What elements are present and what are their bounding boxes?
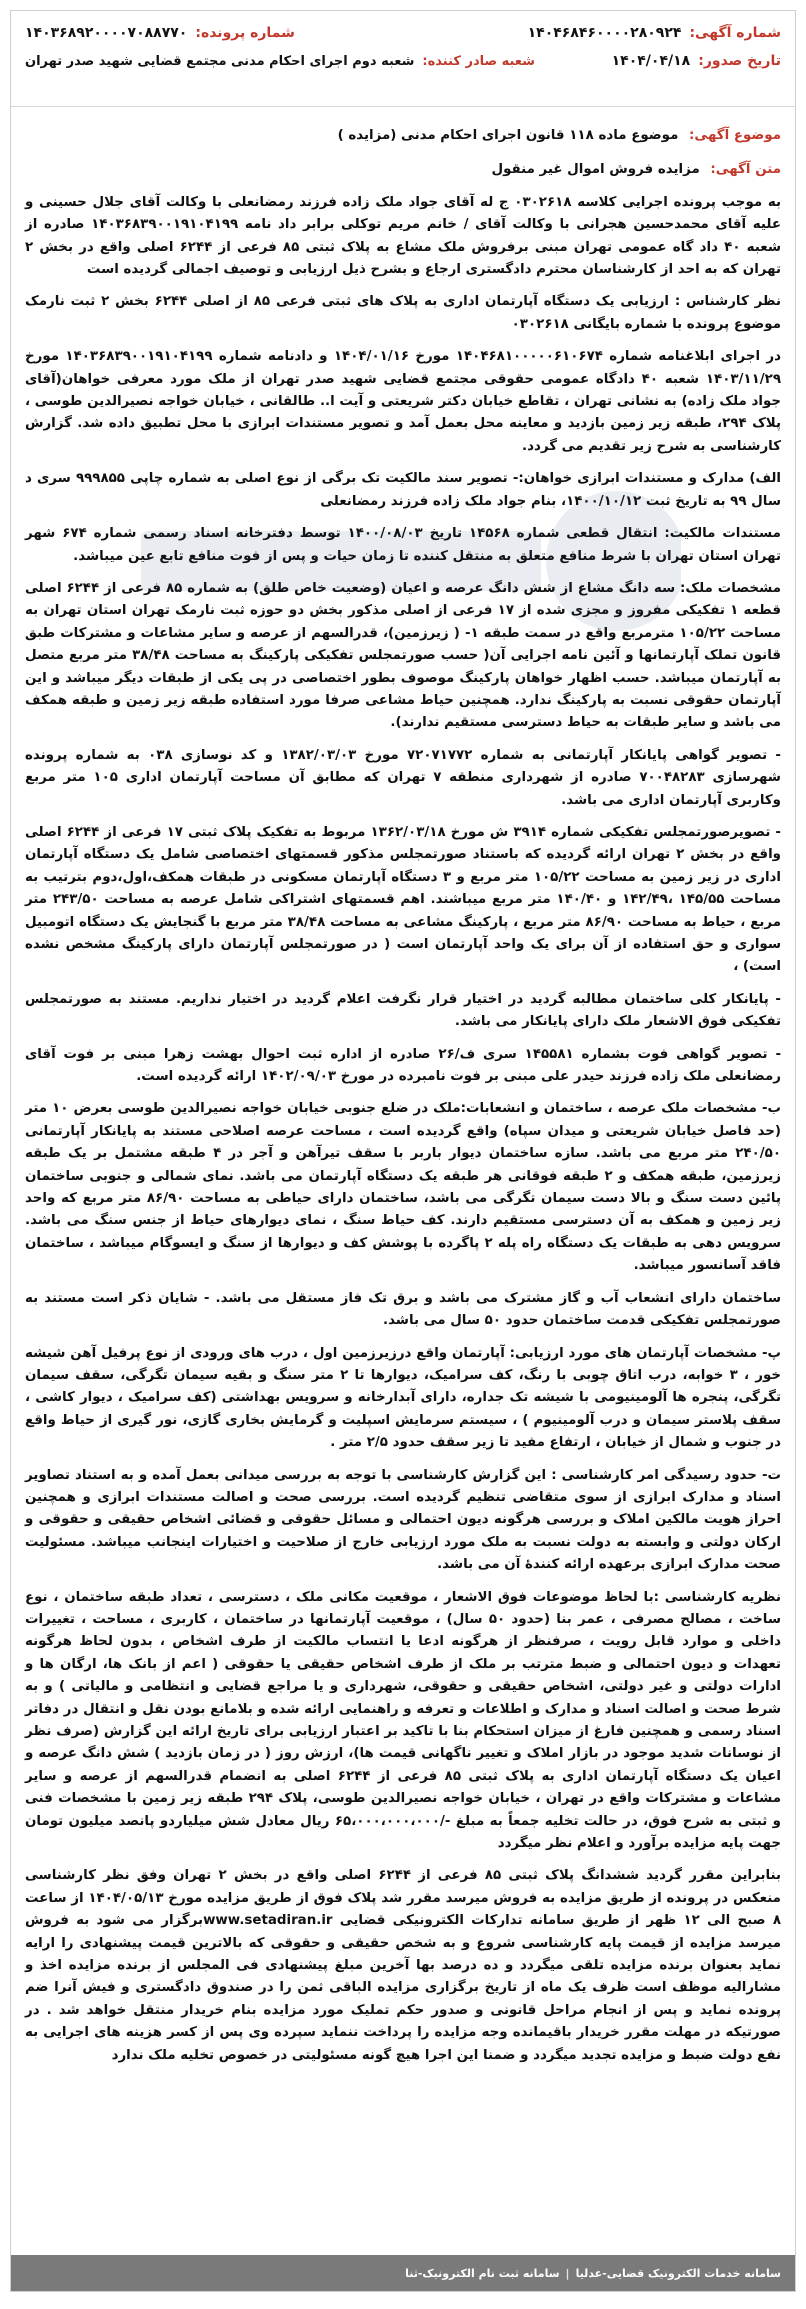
- paragraph: پ- مشخصات آپارتمان های مورد ارزیابی: آپارتمان واقع درزیرزمین اول ، درب های ورودی از نوع پرفیل آهن شیشه خور ، ۳ خوابه، درب اتاق چوبی با رنگ، کف سرامیک، دیوارها تا ۲ متر سنگ و بقیه سیمان تگرگی، سقف سیمان تگرگی، پنجره ها آلومینیومی با شیشه تک جداره، دارای آبدارخانه و سرویس بهداشتی (کف سرامیک ، دیوار کاشی ، سقف پلاستر سیمان و درب آلومینیوم ) ، سیستم سرمایش اسپلیت و گرمایش بخاری گازی، نور گیری از حیاط واقع در جنوب و شمال از خیابان ، ارتفاع مفید تا زیر سقف حدود ۲/۵ متر .: [25, 1345, 781, 1451]
- footer-link-sana[interactable]: سامانه ثبت نام الکترونیک-ثنا: [405, 2266, 560, 2280]
- paragraph: به موجب پرونده اجرایی کلاسه ۰۳۰۲۶۱۸ ج له آقای جواد ملک زاده فرزند رمضانعلی با وکالت آقای جلال حسینی و علیه آقای محمدحسین هجرانی با وکالت آقای / خانم مریم توکلی برابر داد نامه ۱۴۰۳۶۸۳۹۰۰۱۹۱۰۴۱۹۹ صادره از شعبه ۴۰ داد گاه عمومی تهران مبنی برفروش ملک مشاع به پلاک ثبتی ۸۵ فرعی از ۶۲۴۴ اصلی واقع در بخش ۲ تهران که به احد از کارشناسان محترم دادگستری ارجاع و بشرح ذیل ارزیابی و توصیف اجمالی گردیده است: [25, 194, 782, 278]
- issuer-label: شعبه صادر کننده:: [422, 54, 535, 69]
- header-row-2: [25, 53, 781, 81]
- paragraph: بنابراین مقرر گردید ششدانگ پلاک ثبتی ۸۵ فرعی از ۶۲۴۴ اصلی واقع در بخش ۲ تهران وفق نظر کارشناسی منعکس در پرونده از طریق مزایده به فروش میرسد مقرر شد پلاک فوق از طریق مزایده مورخ ۱۴۰۴/۰۵/۱۳ از ساعت ۸ صبح الی ۱۲ ظهر از طریق سامانه تدارکات الکترونیکی قضایی www.setadiran.irبرگزار می شود به فروش میرسد مزایده از قیمت پایه کارشناسی شروع و به شخص حقیقی و حقوقی که بالاترین قیمت پیشنهادی را ارایه نماید بعنوان برنده مزایده تلقی میگردد و ده درصد بها آخرین مبلغ پیشنهادی فی المجلس از برنده مزایده اخذ و مشارالیه موظف است ظرف یک ماه از تاریخ برگزاری مزایده الباقی ثمن را در صندوق دادگستری و فیش آنرا ضم پرونده نماید و پس از انجام مراحل قانونی و صدور حکم تملیک مورد مزایده بنام خریدار منتقل خواهد شد . در صورتیکه در مهلت مقرر خریدار باقیمانده وجه مزایده را پرداخت ننماید سپرده وی پس از کسر هزینه های اجرایی به نفع دولت ضبط و مزایده تجدید میگردد و ضمنا این اجرا هیچ گونه مسئولیتی در خصوص تخلیه ملک ندارد: [25, 1868, 781, 2063]
- text-label-value: مزایده فروش اموال غیر منقول: [491, 162, 700, 178]
- letter-number-label: شماره پرونده:: [195, 25, 295, 41]
- footer-bar: [11, 2255, 795, 2291]
- letter-number-value: ۱۴۰۳۶۸۹۲۰۰۰۰۷۰۸۸۷۷۰: [25, 25, 188, 41]
- issuer: [25, 54, 535, 69]
- issuer-value: شعبه دوم اجرای احکام مدنی مجتمع قضایی شهید صدر تهران: [25, 54, 415, 69]
- paragraph: نظر کارشناس : ارزیابی یک دستگاه آپارتمان اداری به پلاک های ثبتی فرعی ۸۵ از اصلی ۶۲۴۴ بخش ۲ ثبت نارمک موضوع پرونده با شماره بایگانی ۰۳۰۲۶۱۸: [25, 294, 781, 332]
- ad-number: [528, 25, 781, 41]
- paragraph: مشخصات ملک: سه دانگ مشاع از شش دانگ عرصه و اعیان (وضعیت خاص طلق) به شماره ۸۵ فرعی از ۶۲۴۴ اصلی قطعه ۱ تفکیکی مفروز و مجزی شده از ۱۷ فرعی از اصلی مذکور بخش دو حوزه ثبت نارمک تهران استان تهران به مساحت ۱۰۵/۲۲ مترمربع واقع در سمت طبقه ۱- ( زیرزمین)، قدرالسهم از عرصه و سایر مشاعات و مشترکات طبق قانون تملک آپارتمانها و آئین نامه اجرایی آن( حسب صورتمجلس تفکیکی پارکینگ به مساحت ۳۸/۴۸ متر مربع متصل به آپارتمان میباشد. حسب اظهار خواهان پارکینگ موصوف بطور اختصاصی در پی یکی از طبقات دیگر میباشد و این آپارتمان حقوقی نسبت به پارکینگ ندارد. همچنین حیاط مشاعی صرفا مورد استفاده طبقه زیر زمین و طبقه همکف می باشد و سایر طبقات به حیاط دسترسی مستقیم ندارند).: [25, 580, 782, 731]
- paragraph: در اجرای ابلاغنامه شماره ۱۴۰۴۶۸۱۰۰۰۰۰۶۱۰۶۷۴ مورخ ۱۴۰۴/۰۱/۱۶ و دادنامه شماره ۱۴۰۳۶۸۳۹۰۰۱۹۱۰۴۱۹۹ مورخ ۱۴۰۳/۱۱/۲۹ شعبه ۴۰ دادگاه عمومی حقوقی مجتمع قضایی شهید صدر تهران از ملک مورد معرفی خواهان(آقای جواد ملک زاده) به نشانی تهران ، تقاطع خیابان دکتر شریعتی و آیت ا.. طالقانی ، خیابان خواجه نصیرالدین طوسی ، پلاک ۲۹۴، طبقه زیر زمین بازدید و معاینه محل بعمل آمد و تصویر مستندات ابرازی با محل تطبیق داده شد. گزارش کارشناسی به شرح زیر تقدیم می گردد.: [25, 349, 782, 454]
- footer-separator: |: [565, 2266, 570, 2280]
- subject-row: [25, 125, 781, 147]
- paragraph: مستندات مالکیت: انتقال قطعی شماره ۱۴۵۶۸ تاریخ ۱۴۰۰/۰۸/۰۳ توسط دفترخانه اسناد رسمی شماره ۶۷۴ شهر تهران استان تهران با شرط منافع متعلق به منتقل کننده تا زمان حیات و پس از فوت منافع تابع عین میباشد.: [25, 526, 781, 564]
- notice-header: [11, 11, 795, 107]
- letter-number: [25, 25, 295, 41]
- notice-page: [10, 10, 796, 2292]
- ad-number-label: شماره آگهی:: [689, 25, 781, 41]
- footer-link-adliran[interactable]: سامانه خدمات الکترونیک قضایی-عدلیا: [575, 2266, 781, 2280]
- paragraph: - تصویر گواهی فوت بشماره ۱۴۵۵۸۱ سری ف/۲۶ صادره از اداره ثبت احوال بهشت زهرا مبنی بر فوت آقای رمضانعلی ملک زاده فرزند حیدر علی مبنی بر فوت نامبرده در مورخ ۱۴۰۲/۰۹/۰۳ ارائه گردیده است.: [25, 1046, 781, 1085]
- paragraph: نظریه کارشناسی :با لحاظ موضوعات فوق الاشعار ، موقعیت مکانی ملک ، دسترسی ، تعداد طبقه ساختمان ، نوع ساخت ، مصالح مصرفی ، عمر بنا (حدود ۵۰ سال) ، موقعیت آپارتمانها در ساختمان ، کاربری ، مساحت ، تغییرات داخلی و موارد قابل رویت ، صرفنظر از هرگونه ادعا یا انتساب مالکیت از طرف اشخاص ، بدون لحاظ هرگونه تعهدات و دیون احتمالی و ضبط مترتب بر ملک از طرف اشخاص حقیقی یا حقوقی ( اعم از بانک ها، ارگان ها و ادارات دولتی و غیر دولتی، اشخاص حقیقی و حقوقی، شهرداری و یا مراجع قضایی و انتظامی و مالیاتی ) و به شرط صحت و اصالت اسناد و مدارک و اطلاعات و تعرفه و راهنمایی ارائه شده و بلامانع بودن نقل و انتقال در دفاتر اسناد رسمی و همچنین فارغ از میزان استحکام بنا با تاکید بر اعتبار ارزیابی برای تاریخ ارائه این گزارش (صرف نظر از نوسانات شدید موجود در بازار املاک و تغییر ناگهانی قیمت ها)، ارزش روز ( در زمان بازدید ) شش دانگ عرصه و اعیان یک دستگاه آپارتمان اداری به پلاک ثبتی ۸۵ فرعی از ۶۲۴۴ اصلی به انضمام قدرالسهم از عرصه و سایر مشاعات و مشترکات واقع در تهران ، خیابان خواجه نصیرالدین طوسی، پلاک ۲۹۴ طبقه زیر زمین با مشخصات فنی و ثبتی به شرح فوق، در حالت تخلیه جمعاً به مبلغ -/۶۵،۰۰۰،۰۰۰،۰۰۰ ریال معادل شش میلیاردو پانصد میلیون تومان جهت پایه مزایده برآورد و اعلام نظر میگردد: [25, 1589, 781, 1852]
- issue-date: [612, 53, 781, 69]
- paragraph: ساختمان دارای انشعاب آب و گاز مشترک می باشد و برق تک فاز مستقل می باشد. - شایان ذکر است مستند به صورتمجلس تفکیکی قدمت ساختمان حدود ۵۰ سال می باشد.: [25, 1290, 781, 1329]
- subject-value: موضوع ماده ۱۱۸ قانون اجرای احکام مدنی (مزایده ): [337, 128, 679, 143]
- ad-number-value: ۱۴۰۴۶۸۴۶۰۰۰۰۲۸۰۹۲۴: [527, 25, 682, 41]
- paragraph: - پایانکار کلی ساختمان مطالبه گردید در اختیار قرار نگرفت اعلام گردید در اختیار نداریم. مستند به صورتمجلس تفکیکی فوق الاشعار ملک دارای پایانکار می باشد.: [25, 991, 781, 1030]
- paragraph: الف) مدارک و مستندات ابرازی خواهان:- تصویر سند مالکیت تک برگی از نوع اصلی به شماره چاپی ۹۹۹۸۵۵ سری د سال ۹۹ به تاریخ ثبت ۱۴۰۰/۱۰/۱۲، بنام جواد ملک زاده فرزند رمضانعلی: [25, 471, 782, 509]
- paragraph: - تصویر گواهی پایانکار آپارتمانی به شماره ۷۲۰۷۱۷۷۲ مورخ ۱۳۸۲/۰۳/۰۳ و کد نوسازی ۰۳۸ به شماره پرونده شهرسازی ۷۰۰۴۸۲۸۳ صادره از شهرداری منطقه ۷ تهران که مطابق آن مساحت آپارتمان اداری ۱۰۵ متر مربع وکاربری آپارتمان اداری می باشد.: [25, 747, 781, 808]
- issue-date-label: تاریخ صدور:: [698, 53, 781, 69]
- paragraph: ت- حدود رسیدگی امر کارشناسی : این گزارش کارشناسی با توجه به بررسی میدانی بعمل آمده و به استناد تصاویر اسناد و مدارک ابرازی از سوی متقاضی تنظیم گردیده است. بررسی صحت و اصالت مستندات ابرازی و همچنین احراز هویت مالکین املاک و بررسی هرگونه دیون احتمالی و مسائل حقوقی و قضائی اشخاص حقیقی و حقوقی و ارکان دولتی و وابسته به دولت نسبت به ملک مورد ارزیابی خارج از صلاحیت و اختیارات اینجانب میباشد. مسئولیت صحت مدارک ابرازی برعهده ارائه کنندۀ آن می باشد.: [25, 1467, 781, 1573]
- text-label: متن آگهی:: [710, 162, 781, 178]
- paragraph: - تصویرصورتمجلس تفکیکی شماره ۳۹۱۴ ش مورخ ۱۳۶۲/۰۳/۱۸ مربوط به تفکیک پلاک ثبتی ۱۷ فرعی از ۶۲۴۴ اصلی واقع در بخش ۲ تهران ارائه گردیده که باستناد صورتمجلس مذکور قسمتهای اختصاصی شامل یک دستگاه آپارتمان اداری در زیر زمین به مساحت ۱۰۵/۲۲ متر مربع و ۳ دستگاه آپارتمان مسکونی در طبقات همکف،اول،دوم بترتیب به مساحت ۱۴۵/۵۵ ،۱۴۲/۴۹ و ۱۴۰/۴۰ متر مربع میباشند. اهم قسمتهای اشتراکی شامل عرصه به مساحت ۲۴۳/۵۰ متر مربع ، حیاط به مساحت ۸۶/۹۰ متر مربع ، پارکینگ مشاعی به مساحت ۳۸/۴۸ متر مربع با گنجایش یک دستگاه اتومبیل سواری و حق استفاده از آن برای یک واحد آپارتمان است ( در صورتمجلس آپارتمان دارای پارکینگ مشخص نشده است) ،: [25, 824, 781, 975]
- notice-body: [11, 107, 795, 2067]
- issue-date-value: ۱۴۰۴/۰۴/۱۸: [611, 53, 691, 69]
- text-label-row: [25, 159, 781, 181]
- header-row-1: [25, 25, 781, 53]
- subject-label: موضوع آگهی:: [689, 128, 781, 143]
- paragraph: ب- مشخصات ملک عرصه ، ساختمان و انشعابات:ملک در ضلع جنوبی خیابان خواجه نصیرالدین طوسی بعرض ۱۰ متر (حد فاصل خیابان شریعتی و میدان سپاه) واقع گردیده است ، مساحت عرصه اصلاحی مستند به پایانکار آپارتمانی ۲۴۰/۵۰ متر مربع می باشد. سازه ساختمان دیوار باربر با سقف تیرآهن و آجر در ۴ طبقه مشتمل بر یک طبقه زیرزمین، طبقه همکف و ۲ طبقه فوقانی هر طبقه یک دستگاه آپارتمان می باشد. نمای شمالی و جنوبی ساختمان پائین دست سنگ و بالا دست سیمان تگرگی می باشد، ساختمان دارای حیاطی به مساحت ۸۶/۹۰ متر مربع که واحد زیر زمین و همکف به آن دسترسی مستقیم دارند. کف حیاط سنگ ، نمای دیوارهای حیاط از جنس سنگ می باشد. سرویس دهی به طبقات یک دستگاه راه پله ۲ پاگرده با پوشش کف و دیوارها از سنگ و ایسوگام میباشد ، ساختمان فاقد آسانسور میباشد.: [25, 1101, 781, 1274]
